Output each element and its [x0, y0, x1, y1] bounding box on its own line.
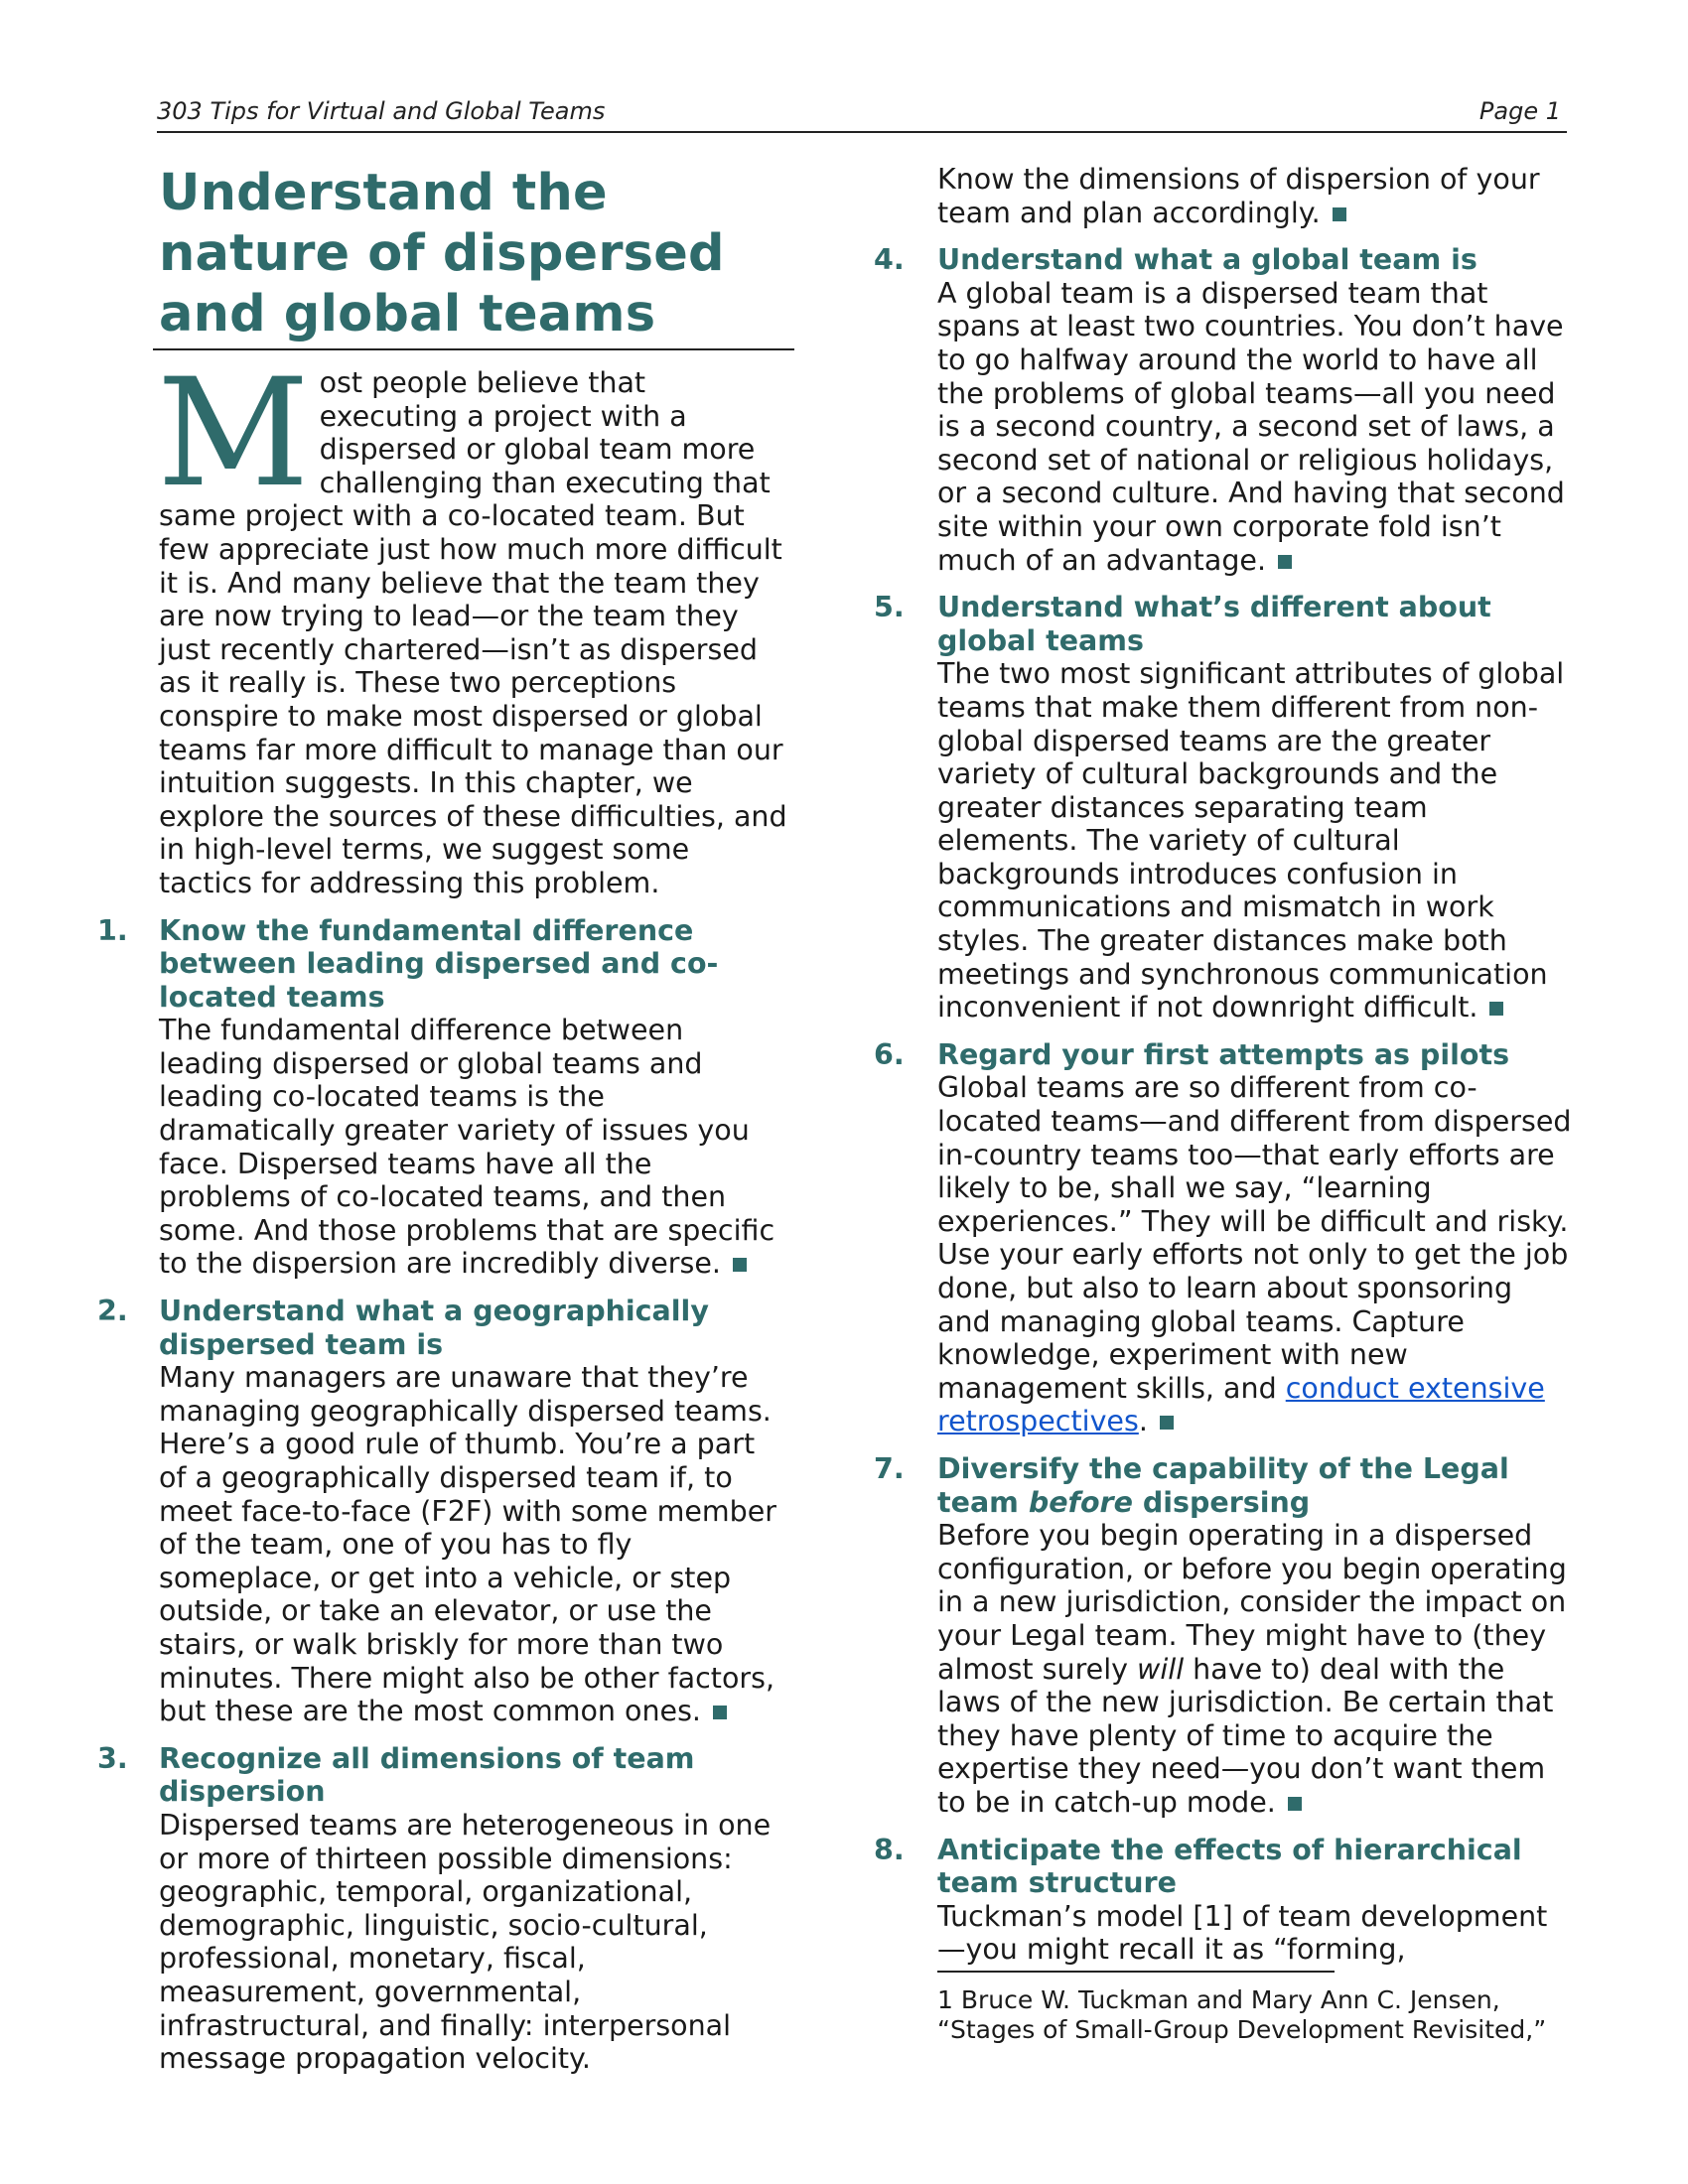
chapter-intro: [157, 347, 788, 900]
tip-body: [937, 1900, 1573, 1967]
end-mark-icon: [1333, 207, 1346, 221]
tip-body: [937, 1071, 1573, 1438]
tip-heading: Anticipate the effects of hierarchical team structure: [937, 1833, 1522, 1900]
tip-4: [874, 243, 1573, 577]
chapter-title-line: Understand the: [159, 164, 608, 222]
tip-3: [97, 1741, 788, 2076]
end-mark-icon: [1489, 1002, 1503, 1016]
tip-heading: Understand what’s different about global teams: [937, 591, 1491, 657]
tip-heading-emphasis: before: [1028, 1485, 1133, 1519]
tip-body: [159, 1809, 788, 2076]
tip-heading: Recognize all dimensions of team dispersion: [159, 1741, 695, 1809]
end-mark-icon: [1278, 555, 1292, 569]
intro-text: ost people believe that executing a project with a dispersed or global team more challenging than executing that same project with a co-located team. But few appreciate just how much more difficult it is. And many believe that the team they are now trying to lead—or the team they just recently chartered—isn’t as dispersed as it really is. These two perceptions conspire to make most dispersed or global teams far more difficult to manage than our intuition suggests. In this chapter, we explore the sources of these difficulties, and in high-level terms, we suggest some tactics for addressing this problem.: [159, 366, 787, 899]
tip-body-text: Many managers are unaware that they’re managing geographically dispersed teams. Here’s a good rule of thumb. You’re a part of a geographically dispersed team if, to meet face-to-face (F2F) with some member of the team, one of you has to fly someplace, or get into a vehicle, or step outside, or take an elevator, or use the stairs, or walk briskly for more than two minutes. There might also be other factors, but these are the most common ones.: [159, 1361, 777, 1728]
tip-2: [97, 1295, 788, 1728]
tip-body: [937, 1519, 1573, 1819]
right-column: [874, 163, 1573, 1967]
end-mark-icon: [713, 1706, 727, 1719]
tip-heading: [937, 1452, 1573, 1519]
tip-heading: Understand what a global team is: [937, 243, 1477, 277]
book-title: 303 Tips for Virtual and Global Teams: [157, 97, 606, 125]
running-header: [157, 97, 1567, 133]
tip-number: 7.: [874, 1451, 905, 1485]
tip-8: [874, 1833, 1573, 1967]
chapter-title-line: nature of dispersed: [159, 224, 725, 283]
tip-body: [937, 277, 1573, 577]
tip-body: [937, 657, 1573, 1024]
tip-heading: Understand what a geographically dispersed team is: [159, 1295, 709, 1361]
tip-1: [97, 913, 788, 1282]
end-mark-icon: [1160, 1416, 1174, 1430]
tip-body: [159, 1361, 788, 1728]
retrospectives-link[interactable]: conduct extensive retrospectives: [937, 1371, 1545, 1438]
tip-body-text: Before you begin operating in a dispersed configuration, or before you begin operating in a new jurisdiction, consider the impact on your Legal team. They might have to (they almost surely: [937, 1519, 1567, 1686]
tip-body-text: The two most significant attributes of global teams that make them different from non-global dispersed teams are the greater variety of cultural backgrounds and the greater distances separating team elements. The variety of cultural backgrounds introduces confusion in communications and mismatch in work styles. The greater distances make both meetings and synchronous communication inconvenient if not downright difficult.: [937, 657, 1565, 1024]
chapter-title: [159, 163, 788, 344]
drop-cap: M: [157, 347, 310, 520]
tip-7: [874, 1451, 1573, 1820]
footnote-divider: [937, 1971, 1335, 1973]
tip-body-text: Dispersed teams are heterogeneous in one or more of thirteen possible dimensions: geographic, temporal, organizational, demographic, linguistic, socio-cultural, professional, monetary, fiscal, measurement, governmental, infrastructural, and finally: interpersonal message propagation velocity.: [159, 1808, 772, 2076]
tip-3-continuation: [937, 163, 1573, 229]
tip-number: 2.: [97, 1295, 128, 1328]
tip-number: 8.: [874, 1833, 905, 1866]
tip-number: 4.: [874, 243, 905, 277]
tip-6: [874, 1037, 1573, 1438]
footnote: 1 Bruce W. Tuckman and Mary Ann C. Jensen, “Stages of Small-Group Development Revisited,”: [937, 1985, 1547, 2044]
end-mark-icon: [733, 1258, 747, 1272]
tip-body-text: Know the dimensions of dispersion of your team and plan accordingly.: [937, 163, 1540, 229]
tip-5: [874, 591, 1573, 1024]
tip-body-emphasis: will: [1137, 1652, 1185, 1686]
tip-heading-text: Diversify the capability of the Legal team: [937, 1451, 1509, 1519]
tip-body-text: .: [1138, 1405, 1148, 1438]
tip-number: 3.: [97, 1741, 128, 1775]
tip-body: [159, 1014, 788, 1281]
end-mark-icon: [1288, 1797, 1302, 1811]
tip-heading: Regard your first attempts as pilots: [937, 1037, 1510, 1071]
tip-body-text: Global teams are so different from co-located teams—and different from dispersed in-country teams too—that early efforts are likely to be, shall we say, “learning experiences.” They will be difficult and risky. Use your early efforts not only to get the job done, but also to learn about sponsoring and managing global teams. Capture knowledge, experiment with new management skills, and: [937, 1071, 1572, 1405]
tip-body-text: The fundamental difference between leading dispersed or global teams and leading co-located teams is the dramatically greater variety of issues you face. Dispersed teams have all the problems of co-located teams, and then some. And those problems that are specific to the dispersion are incredibly diverse.: [159, 1014, 775, 1281]
tip-body-text: A global team is a dispersed team that spans at least two countries. You don’t have to go halfway around the world to have all the problems of global teams—all you need is a second country, a second set of laws, a second set of national or religious holidays, or a second culture. And having that second site within your own corporate fold isn’t much of an advantage.: [937, 276, 1565, 577]
tip-heading-text: dispersing: [1132, 1485, 1311, 1519]
left-column: [97, 163, 788, 2076]
tip-number: 6.: [874, 1037, 905, 1071]
tip-heading: Know the fundamental difference between leading dispersed and co-located teams: [159, 913, 719, 1014]
chapter-title-line: and global teams: [159, 285, 656, 343]
page-number: Page 1: [1478, 97, 1561, 125]
tip-body-text: Tuckman’s model [1] of team development—you might recall it as “forming,: [937, 1899, 1548, 1967]
tip-number: 1.: [97, 913, 128, 947]
tip-body-text: have to) deal with the laws of the new jurisdiction. Be certain that they have plenty of time to acquire the expertise they need—you don’t want them to be in catch-up mode.: [937, 1652, 1554, 1819]
tip-number: 5.: [874, 591, 905, 624]
